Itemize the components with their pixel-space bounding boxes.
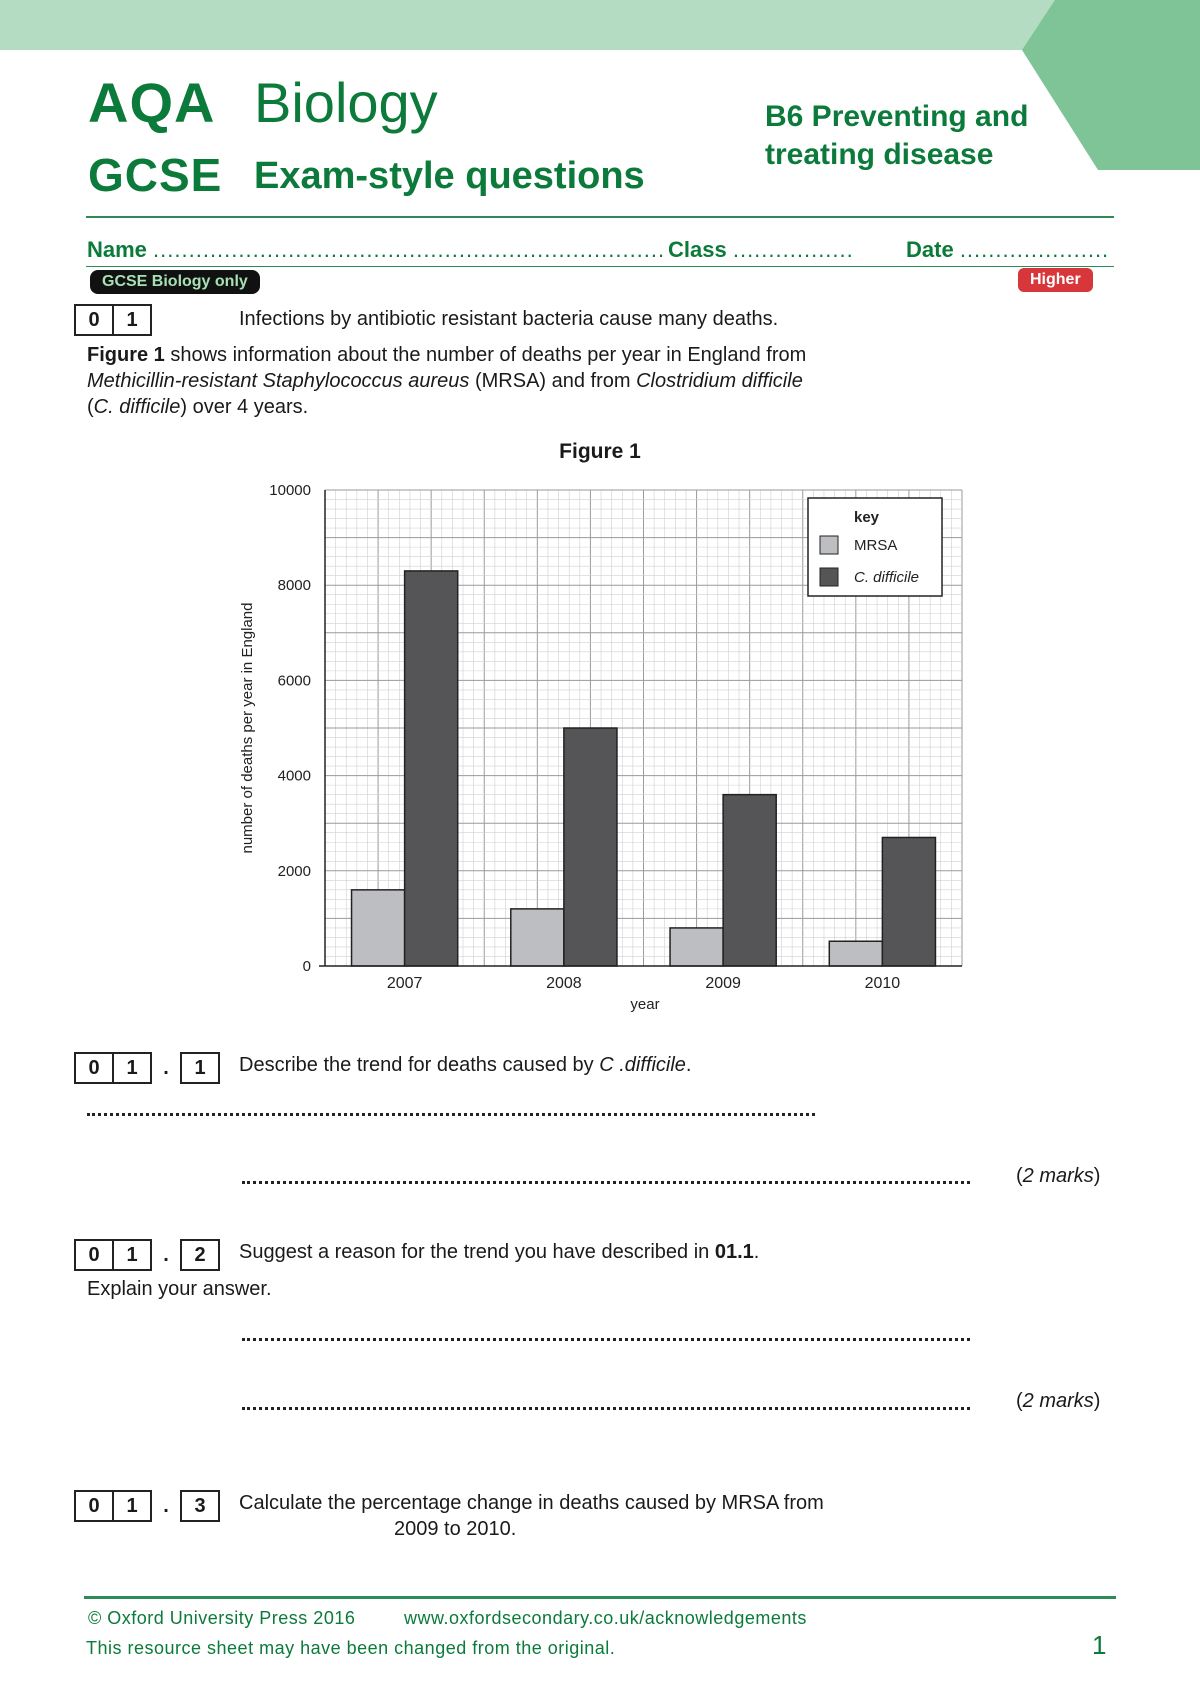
qnum-digit: 1 (114, 1490, 152, 1522)
figure-reference: Figure 1 (87, 344, 165, 366)
legend-title: key (854, 509, 880, 526)
question-description (87, 342, 987, 420)
qnum-digit: 1 (114, 1239, 152, 1271)
part-number-01-2 (74, 1239, 220, 1271)
footer-notice: This resource sheet may have been changed from the original. (86, 1638, 616, 1658)
bar-cdiff-2008 (564, 728, 617, 966)
name-field (87, 237, 665, 263)
answer-line[interactable] (242, 1181, 970, 1184)
qnum-digit: 2 (180, 1239, 220, 1271)
desc-part3: ) over 4 years. (180, 396, 309, 418)
legend-swatch-mrsa (820, 536, 838, 554)
answer-line[interactable] (242, 1407, 970, 1410)
qnum-digit: 1 (114, 1052, 152, 1084)
question-number (74, 304, 152, 336)
chart-legend (808, 498, 942, 596)
part-text-bold: 01.1 (714, 1241, 754, 1263)
part-01-3-line2: 2009 to 2010. (394, 1518, 517, 1540)
header-divider (86, 216, 1114, 218)
topic-line-2: treating disease (765, 138, 994, 171)
bar-cdiff-2007 (405, 571, 458, 966)
class-dots: ................. (732, 237, 854, 262)
qnum-digit: 0 (74, 1490, 114, 1522)
qnum-dot: . (163, 1244, 169, 1266)
qnum-digit: 0 (74, 1239, 114, 1271)
part-text-em: C .difficile (599, 1054, 686, 1076)
part-number-01-3 (74, 1490, 220, 1522)
marks-open: ( (1016, 1390, 1023, 1412)
part-text-post: . (753, 1241, 760, 1263)
qnum-digit: 1 (180, 1052, 220, 1084)
bar-mrsa-2007 (352, 890, 405, 966)
organism-cdiff: Clostridium difficile (636, 370, 803, 392)
organism-mrsa: Methicillin-resistant Staphylococcus aureus (87, 370, 470, 392)
marks-open: ( (1016, 1165, 1023, 1187)
deaths-bar-chart (220, 470, 980, 1020)
brand-subtitle: Exam-style questions (254, 155, 645, 197)
tier-badge: Higher (1018, 268, 1093, 292)
part-text-pre: Suggest a reason for the trend you have described in (239, 1241, 715, 1263)
marks-close: ) (1093, 1165, 1101, 1187)
y-tick-label: 10000 (269, 482, 311, 499)
figure-title: Figure 1 (559, 440, 641, 463)
page-number: 1 (1092, 1630, 1107, 1660)
x-tick-label: 2010 (864, 975, 901, 992)
topic-line-1: B6 Preventing and (765, 100, 1029, 133)
y-tick-label: 8000 (277, 577, 311, 595)
x-tick-label: 2008 (546, 975, 582, 992)
x-tick-label: 2009 (705, 975, 741, 992)
date-dots: ..................... (959, 237, 1110, 262)
organism-cdiff-short: C. difficile (93, 396, 181, 418)
brand-subject: Biology (254, 71, 438, 134)
part-01-3-line1: Calculate the percentage change in deaths caused by MRSA from (239, 1492, 824, 1514)
desc-part1: shows information about the number of deaths per year in England from (164, 344, 807, 366)
question-intro: Infections by antibiotic resistant bacteria cause many deaths. (239, 308, 779, 330)
qnum-digit: 1 (114, 304, 152, 336)
marks-01-2 (1016, 1390, 1100, 1413)
bar-mrsa-2009 (670, 928, 723, 966)
scope-badge: GCSE Biology only (90, 270, 260, 294)
part-number-01-1 (74, 1052, 220, 1084)
qnum-digit: 0 (74, 1052, 114, 1084)
y-tick-label: 6000 (277, 672, 311, 690)
topic-title (765, 98, 1085, 174)
marks-close: ) (1093, 1390, 1101, 1412)
bar-cdiff-2010 (882, 837, 935, 966)
bar-cdiff-2009 (723, 795, 776, 966)
bar-mrsa-2010 (829, 941, 882, 966)
y-axis-label: number of deaths per year in England (239, 602, 256, 854)
bar-mrsa-2008 (511, 909, 564, 966)
desc-open: ( (87, 396, 94, 418)
marks-value: 2 marks (1022, 1165, 1094, 1187)
part-01-2-line2: Explain your answer. (87, 1278, 272, 1300)
qnum-digit: 3 (180, 1490, 220, 1522)
part-text-post: . (685, 1054, 692, 1076)
part-01-1-text (239, 1052, 691, 1078)
answer-line[interactable] (242, 1338, 970, 1341)
footer-divider (84, 1596, 1116, 1599)
qnum-dot: . (163, 1057, 169, 1079)
y-tick-label: 4000 (277, 767, 311, 785)
y-tick-label: 0 (302, 958, 311, 975)
legend-label-cdiff: C. difficile (854, 569, 920, 586)
footer-url[interactable]: www.oxfordsecondary.co.uk/acknowledgements (404, 1608, 807, 1628)
date-label: Date (906, 237, 954, 262)
legend-label-mrsa: MRSA (854, 537, 898, 554)
legend-swatch-cdiff (820, 568, 838, 586)
name-dots: ........................................................................ (153, 237, 666, 262)
marks-value: 2 marks (1022, 1390, 1094, 1412)
brand-aqa: AQA (88, 71, 216, 134)
x-tick-label: 2007 (386, 975, 423, 992)
qnum-digit: 0 (74, 304, 114, 336)
fields-divider (86, 266, 1114, 267)
y-tick-label: 2000 (277, 862, 311, 880)
class-label: Class (668, 237, 727, 262)
answer-line[interactable] (87, 1113, 815, 1116)
desc-part2: (MRSA) and from (469, 370, 637, 392)
marks-01-1 (1016, 1165, 1100, 1188)
x-axis-label: year (630, 996, 660, 1013)
part-01-2-text (239, 1239, 759, 1265)
part-text-pre: Describe the trend for deaths caused by (239, 1054, 600, 1076)
brand-gcse: GCSE (88, 149, 223, 201)
name-label: Name (87, 237, 147, 262)
footer-copyright: © Oxford University Press 2016 (88, 1608, 356, 1628)
class-field (668, 237, 854, 263)
qnum-dot: . (163, 1495, 169, 1517)
date-field (906, 237, 1109, 263)
